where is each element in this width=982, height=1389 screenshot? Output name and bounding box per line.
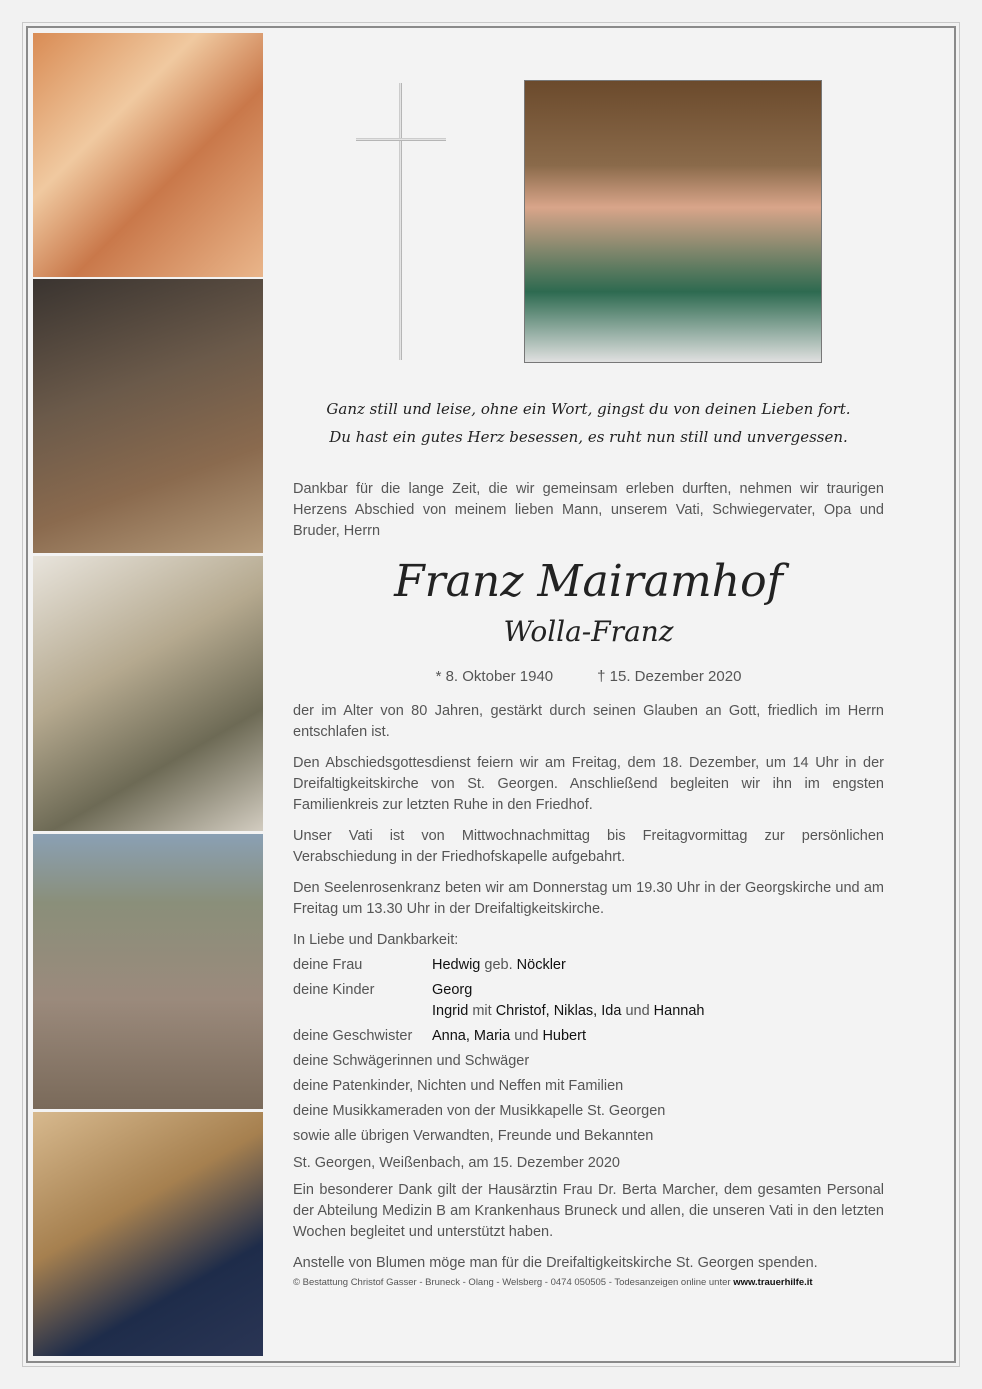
- intro-text: Dankbar für die lange Zeit, die wir gemeinsam erleben durften, nehmen wir traurigen Herzens Abschied von meinem lieben Mann, unserem Vati, Schwiegervater, Opa und Bruder, Herrn: [293, 481, 884, 539]
- photo-fireplace: [33, 279, 263, 553]
- notice-text-column: [293, 479, 884, 1290]
- label: deine Frau: [293, 957, 363, 973]
- name: Hubert: [542, 1028, 586, 1044]
- text: und: [625, 1003, 650, 1019]
- footer-text: © Bestattung Christof Gasser - Bruneck - Olang - Welsberg - 0474 050505 - Todesanzeigen online unter: [293, 1277, 734, 1288]
- text: geb.: [484, 957, 513, 973]
- poem: [293, 395, 884, 451]
- name: Nöckler: [516, 957, 566, 973]
- photo-mountain: [33, 834, 263, 1109]
- nickname: Wolla-Franz: [503, 615, 674, 648]
- name: Hannah: [653, 1003, 705, 1019]
- mourner-child-2: [293, 1001, 884, 1022]
- footer: [293, 1276, 884, 1290]
- name: Christof, Niklas, Ida: [495, 1003, 622, 1019]
- mourner-siblings: [293, 1026, 884, 1047]
- mourner-wife: [293, 955, 884, 976]
- mourner-line: deine Patenkinder, Nichten und Neffen mit Familien: [293, 1078, 624, 1094]
- deceased-name: Franz Mairamhof: [394, 556, 783, 607]
- mourners-heading: In Liebe und Dankbarkeit:: [293, 932, 459, 948]
- paragraph: Unser Vati ist von Mittwochnachmittag bis Freitagvormittag zur persönlichen Verabschiedung in der Friedhofskapelle aufgebahrt.: [293, 828, 884, 865]
- flowers-note: Anstelle von Blumen möge man für die Dreifaltigkeitskirche St. Georgen spenden.: [293, 1255, 818, 1271]
- mourner-children: [293, 980, 884, 1001]
- dates: [293, 666, 884, 687]
- cross-icon-bar: [356, 138, 446, 141]
- text: und: [514, 1028, 539, 1044]
- place-date: St. Georgen, Weißenbach, am 15. Dezember 2020: [293, 1155, 620, 1171]
- paragraph: Den Abschiedsgottesdienst feiern wir am Freitag, dem 18. Dezember, um 14 Uhr in der Dreifaltigkeitskirche von St. Georgen. Anschließend begleiten wir ihn im engsten Familienkreis zur letzten Ruhe in den Friedhof.: [293, 755, 884, 813]
- birth-date: * 8. Oktober 1940: [435, 668, 554, 685]
- label: deine Kinder: [293, 982, 375, 998]
- text: mit: [472, 1003, 492, 1019]
- label: deine Geschwister: [293, 1028, 413, 1044]
- mourner-line: deine Musikkameraden von der Musikkapelle St. Georgen: [293, 1103, 666, 1119]
- name: Georg: [432, 982, 473, 998]
- cross-icon: [399, 83, 402, 360]
- photo-portrait-blue: [33, 1112, 263, 1356]
- poem-line: Ganz still und leise, ohne ein Wort, gingst du von deinen Lieben fort.: [326, 400, 851, 418]
- photo-with-dog: [33, 556, 263, 831]
- thanks-text: Ein besonderer Dank gilt der Hausärztin Frau Dr. Berta Marcher, dem gesamten Personal der Abteilung Medizin B am Krankenhaus Bruneck und allen, die unseren Vati in den letzten Wochen begleitet und unterstützt haben.: [293, 1182, 884, 1240]
- mourner-line: deine Schwägerinnen und Schwäger: [293, 1053, 530, 1069]
- paragraph: der im Alter von 80 Jahren, gestärkt durch seinen Glauben an Gott, friedlich im Herrn entschlafen ist.: [293, 703, 884, 740]
- photo-carpentry: [33, 33, 263, 277]
- paragraph: Den Seelenrosenkranz beten wir am Donnerstag um 19.30 Uhr in der Georgskirche und am Freitag um 13.30 Uhr in der Dreifaltigkeitskirche.: [293, 880, 884, 917]
- name: Hedwig: [432, 957, 481, 973]
- poem-line: Du hast ein gutes Herz besessen, es ruht nun still und unvergessen.: [329, 428, 848, 446]
- name: Anna, Maria: [432, 1028, 511, 1044]
- mourner-line: sowie alle übrigen Verwandten, Freunde und Bekannten: [293, 1128, 654, 1144]
- death-date: † 15. Dezember 2020: [597, 668, 742, 685]
- name: Ingrid: [432, 1003, 469, 1019]
- main-portrait: [524, 80, 822, 363]
- website-link[interactable]: www.trauerhilfe.it: [733, 1277, 813, 1288]
